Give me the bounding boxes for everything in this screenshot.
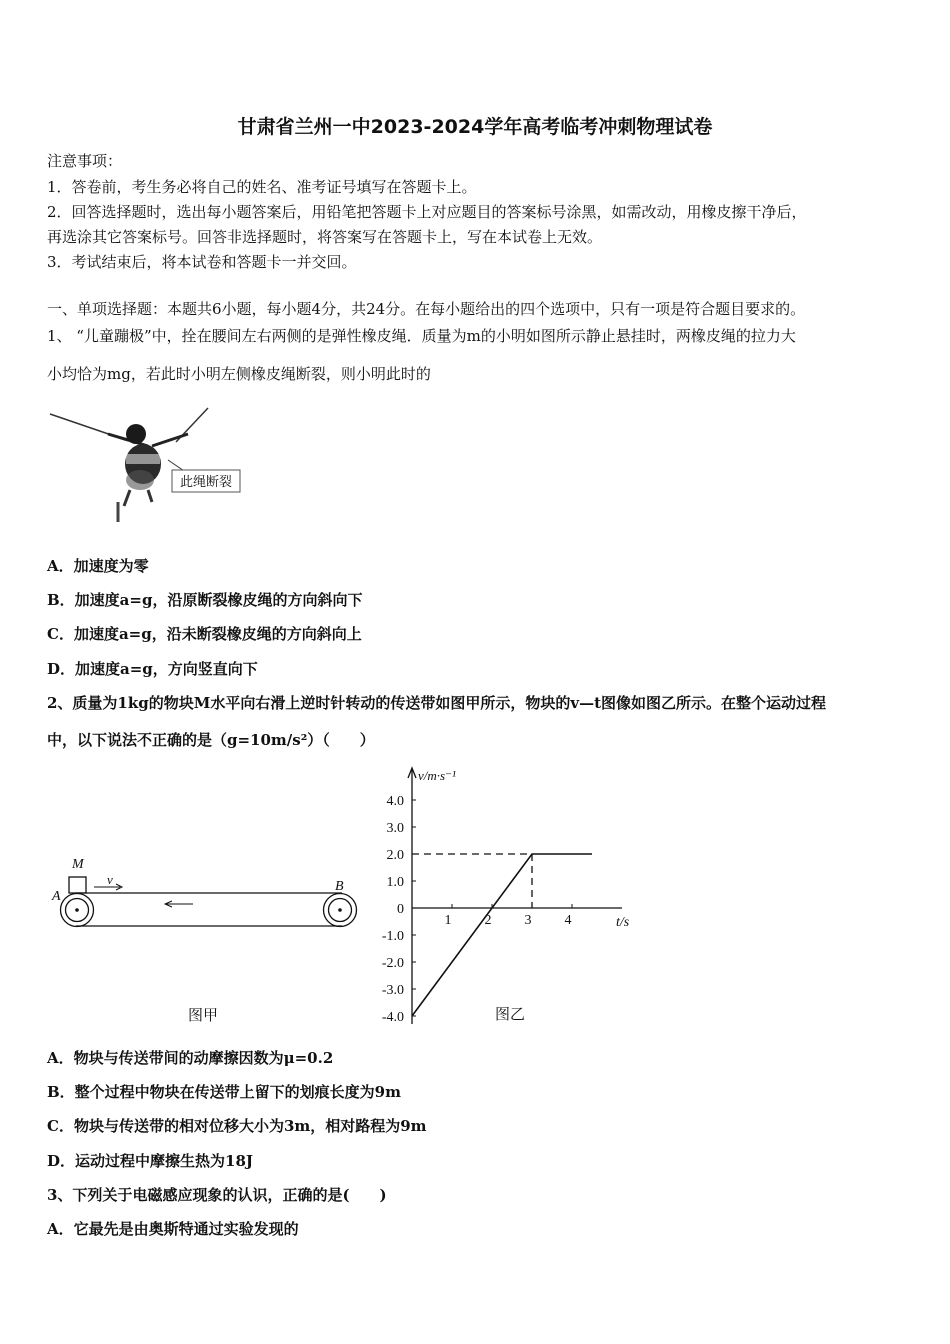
q2-option-b: B．整个过程中物块在传送带上留下的划痕长度为9m xyxy=(47,1083,401,1101)
q1-bungee-figure xyxy=(48,402,263,530)
q2-option-a: A．物块与传送带间的动摩擦因数为μ=0.2 xyxy=(47,1049,334,1067)
q1-stem-b: 小均恰为mg，若此时小明左侧橡皮绳断裂，则小明此时的 xyxy=(47,365,431,383)
q3-stem: 3、下列关于电磁感应现象的认识，正确的是( ) xyxy=(47,1186,387,1204)
q1-option-b: B．加速度a=g，沿原断裂橡皮绳的方向斜向下 xyxy=(47,591,363,609)
notice-line-1: 1．答卷前，考生务必将自己的姓名、准考证号填写在答题卡上。 xyxy=(47,178,477,196)
notice-line-3: 3．考试结束后，将本试卷和答题卡一并交回。 xyxy=(47,253,357,271)
rope-break-label: 此绳断裂 xyxy=(179,474,233,489)
y-tick-label: 1.0 xyxy=(386,875,404,890)
vt-chart xyxy=(362,760,632,1035)
velocity-series-line xyxy=(412,854,592,1016)
block-m xyxy=(69,877,86,893)
y-tick-label: 4.0 xyxy=(386,794,404,809)
q1-stem-a: 1、 “儿童蹦极”中，拴在腰间左右两侧的是弹性橡皮绳．质量为m的小明如图所示静止悬挂时，两橡皮绳的拉力大 xyxy=(47,327,796,345)
y-tick-label: 0 xyxy=(397,902,404,917)
x-axis-label: t/s xyxy=(616,915,630,930)
velocity-label: v xyxy=(107,872,113,887)
y-tick-label: -2.0 xyxy=(381,956,404,971)
block-label-m: M xyxy=(72,857,84,872)
y-tick-label: 3.0 xyxy=(386,821,404,836)
child-head xyxy=(126,424,146,444)
figure-a-caption: 图甲 xyxy=(187,1008,219,1024)
q2-option-c: C．物块与传送带的相对位移大小为3m，相对路程为9m xyxy=(47,1117,427,1135)
q2-option-d: D．运动过程中摩擦生热为18J xyxy=(47,1152,253,1170)
y-tick-label: -4.0 xyxy=(381,1010,404,1025)
q1-option-a: A．加速度为零 xyxy=(47,557,149,575)
q1-option-c: C．加速度a=g，沿未断裂橡皮绳的方向斜向上 xyxy=(47,625,362,643)
page-title: 甘肃省兰州一中2023-2024学年高考临考冲刺物理试卷 xyxy=(237,116,713,138)
notice-line-2a: 2．回答选择题时，选出每小题答案后，用铅笔把答题卡上对应题目的答案标号涂黑，如需改动，用橡皮擦干净后， xyxy=(47,203,807,221)
y-axis-label: v/m·s⁻¹ xyxy=(418,768,456,783)
x-tick-label: 3 xyxy=(524,913,532,928)
figure-b-caption: 图乙 xyxy=(494,1007,526,1023)
end-label-a: A xyxy=(52,889,61,904)
x-tick-label: 2 xyxy=(484,913,492,928)
end-label-b: B xyxy=(335,879,344,894)
section-heading: 一、单项选择题：本题共6小题，每小题4分，共24分。在每小题给出的四个选项中，只有一项是符合题目要求的。 xyxy=(47,300,806,318)
q2-conveyor-figure xyxy=(50,850,362,1030)
q2-stem-a: 2、质量为1kg的物块M水平向右滑上逆时针转动的传送带如图甲所示，物块的v—t图像如图乙所示。在整个运动过程 xyxy=(47,694,827,712)
y-tick-label: -1.0 xyxy=(381,929,404,944)
q1-option-d: D．加速度a=g，方向竖直向下 xyxy=(47,660,258,678)
q3-option-a: A．它最先是由奥斯特通过实验发现的 xyxy=(47,1220,299,1238)
x-tick-label: 1 xyxy=(444,913,452,928)
notice-heading: 注意事项： xyxy=(47,152,123,170)
x-tick-label: 4 xyxy=(564,913,572,928)
y-tick-label: 2.0 xyxy=(386,848,404,863)
y-tick-label: -3.0 xyxy=(381,983,404,998)
q2-stem-b: 中，以下说法不正确的是（g=10m/s²）（ ） xyxy=(47,731,375,749)
notice-line-2b: 再选涂其它答案标号。回答非选择题时，将答案写在答题卡上，写在本试卷上无效。 xyxy=(47,228,603,246)
